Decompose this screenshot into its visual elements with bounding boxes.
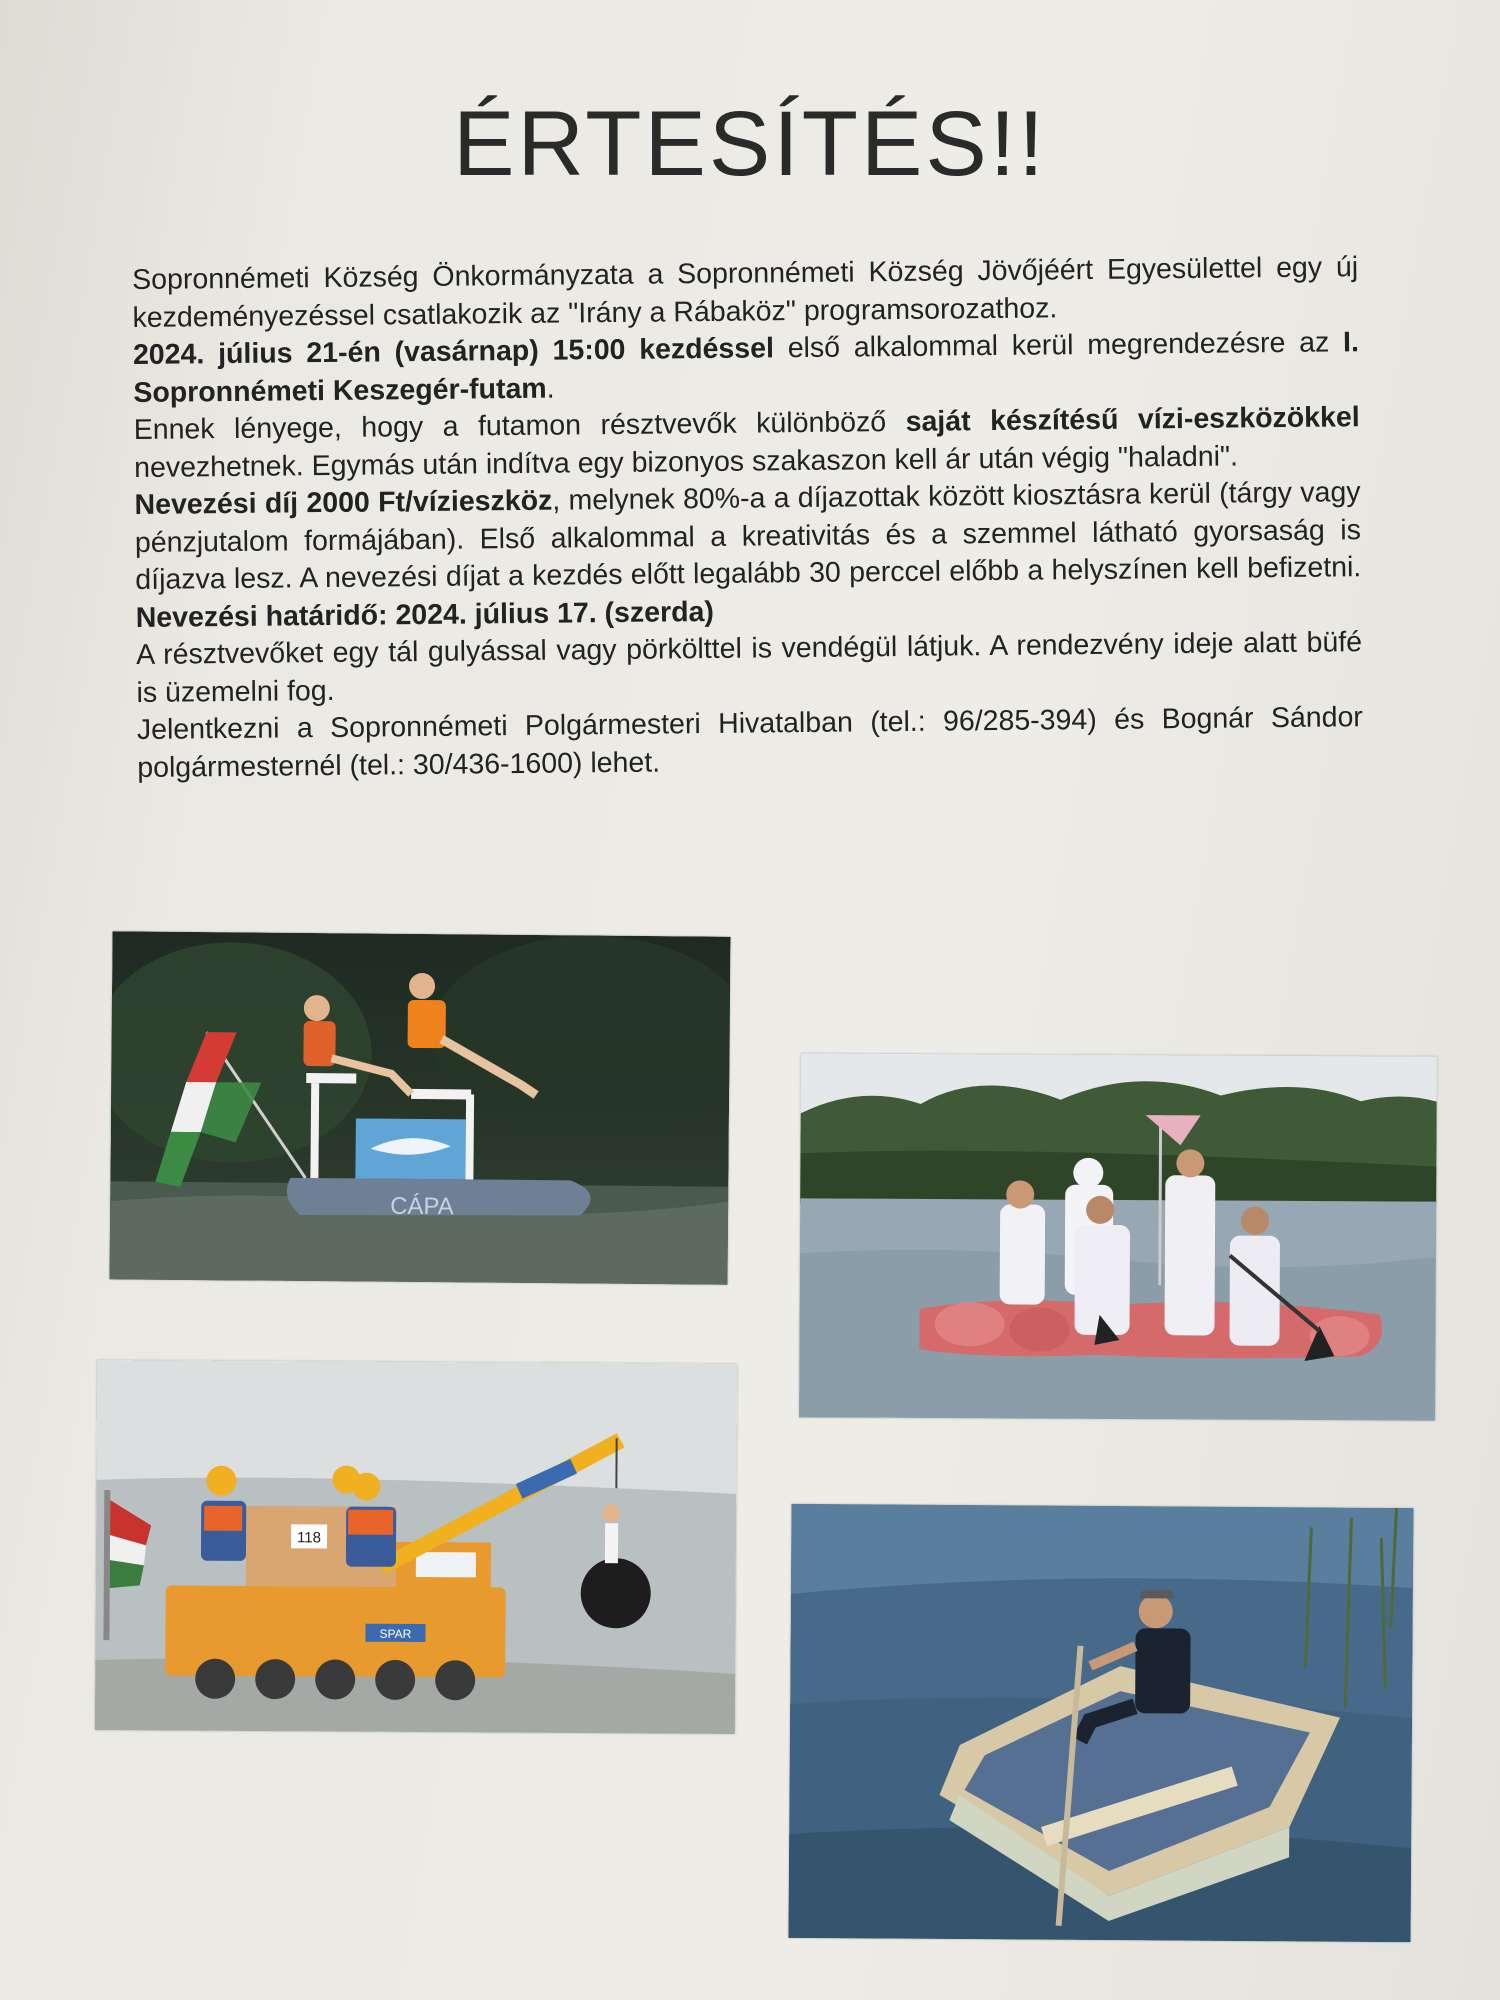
photo-white-suits-raft bbox=[799, 1053, 1437, 1420]
rules-highlight: saját készítésű vízi-eszközökkel bbox=[905, 401, 1360, 438]
vehicle-number: 118 bbox=[297, 1529, 322, 1547]
event-name: I. Sopronnémeti Keszegér-futam bbox=[133, 326, 1360, 409]
photo-shark-boat bbox=[109, 931, 730, 1284]
rules-text: Ennek lényege, hogy a futamon résztvevők különböző bbox=[133, 405, 906, 446]
deadline: Nevezési határidő: 2024. július 17. (szerda) bbox=[135, 595, 715, 634]
boat-lettering: CÁPA bbox=[390, 1192, 454, 1221]
fee-text: , melynek 80%-a a díjazottak között kiosztásra kerül (tárgy vagy pénzjutalom formájában). Első alkalommal a kreativitás és a szemmel látható gyorsaság is díjazva lesz. A nevezési díjat a kezdés előtt legalább 30 perccel előbb a helyszínen kell befizetni. bbox=[134, 476, 1362, 596]
photo-pallet-raft bbox=[788, 1504, 1413, 1942]
paragraph-rules bbox=[134, 399, 1361, 487]
paragraph-contact: Jelentkezni a Sopronnémeti Polgármesteri Hivatalban (tel.: 96/285-394) és Bognár Sándor polgármesternél (tel.: 30/436-1600) lehet. bbox=[136, 701, 1364, 784]
event-date: 2024. július 21-én (vasárnap) 15:00 kezdéssel bbox=[132, 332, 775, 371]
notice-body bbox=[132, 249, 1363, 787]
rules-text-end: nevezhetnek. Egymás után indítva egy bizonyos szakaszon kell ár után végig "haladni". bbox=[133, 439, 1239, 484]
paragraph-event bbox=[133, 324, 1360, 412]
paragraph-intro: Sopronnémeti Község Önkormányzata a Sopronnémeti Község Jövőjéért Egyesülettel egy új kezdeményezéssel csatlakozik az "Irány a Rábaköz" programsorozathoz. bbox=[132, 251, 1359, 334]
photo-crane-boat bbox=[95, 1360, 737, 1734]
event-text: első alkalommal kerül megrendezésre az bbox=[773, 326, 1344, 365]
notice-title: ÉRTESÍTÉS!! bbox=[453, 93, 1047, 195]
fee-amount: Nevezési díj 2000 Ft/vízieszköz bbox=[134, 484, 553, 521]
event-text-end: . bbox=[546, 372, 555, 405]
paragraph-catering: A résztvevőket egy tál gulyással vagy pörkölttel is vendégül látjuk. A rendezvény ideje alatt büfé is üzemelni fog. bbox=[135, 626, 1363, 709]
vehicle-brand-label: SPAR bbox=[379, 1626, 412, 1641]
paragraph-fee bbox=[134, 474, 1362, 637]
